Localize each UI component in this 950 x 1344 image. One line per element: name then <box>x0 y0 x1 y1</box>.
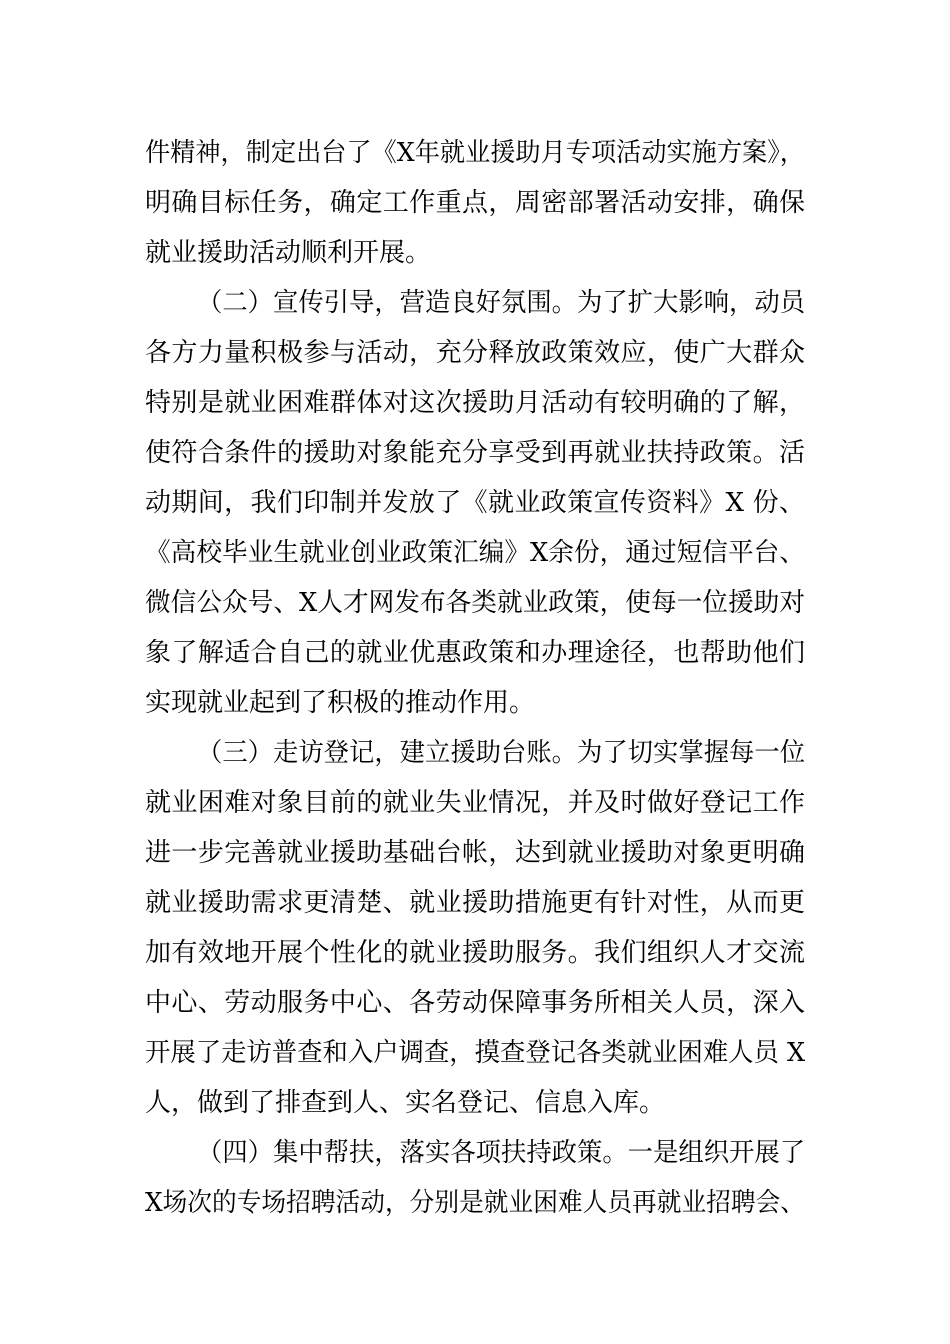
text-line: 《高校毕业生就业创业政策汇编》X余份，通过短信平台、 <box>145 538 805 568</box>
text-line: 特别是就业困难群体对这次援助月活动有较明确的了解， <box>145 388 805 418</box>
text-line: 就业援助需求更清楚、就业援助措施更有针对性，从而更 <box>145 888 805 918</box>
text-line: 各方力量积极参与活动，充分释放政策效应，使广大群众 <box>145 338 805 368</box>
text-line: 象了解适合自己的就业优惠政策和办理途径，也帮助他们 <box>145 638 805 668</box>
text-line: 使符合条件的援助对象能充分享受到再就业扶持政策。活 <box>145 438 805 468</box>
text-line: 实现就业起到了积极的推动作用。 <box>145 688 536 718</box>
text-line: 进一步完善就业援助基础台帐，达到就业援助对象更明确 <box>145 838 805 868</box>
text-line: 就业援助活动顺利开展。 <box>145 238 432 268</box>
text-line: 就业困难对象目前的就业失业情况，并及时做好登记工作 <box>145 788 805 818</box>
text-line: 明确目标任务，确定工作重点，周密部署活动安排，确保 <box>145 188 805 218</box>
text-line: 动期间，我们印制并发放了《就业政策宣传资料》X 份、 <box>145 488 805 518</box>
text-line: 中心、劳动服务中心、各劳动保障事务所相关人员，深入 <box>145 988 805 1018</box>
paragraph-heading-line: （四）集中帮扶，落实各项扶持政策。一是组织开展了 <box>197 1138 806 1168</box>
text-line: 开展了走访普查和入户调查，摸查登记各类就业困难人员 X <box>145 1038 806 1068</box>
text-line: 人，做到了排查到人、实名登记、信息入库。 <box>145 1088 666 1118</box>
text-line: 件精神，制定出台了《X年就业援助月专项活动实施方案》， <box>145 138 805 168</box>
text-line: 加有效地开展个性化的就业援助服务。我们组织人才交流 <box>145 938 805 968</box>
text-line: X场次的专场招聘活动，分别是就业困难人员再就业招聘会、 <box>145 1188 805 1218</box>
text-line: 微信公众号、X人才网发布各类就业政策，使每一位援助对 <box>145 588 805 618</box>
paragraph-heading-line: （三）走访登记，建立援助台账。为了切实掌握每一位 <box>197 738 806 768</box>
paragraph-heading-line: （二）宣传引导，营造良好氛围。为了扩大影响，动员 <box>197 288 806 318</box>
